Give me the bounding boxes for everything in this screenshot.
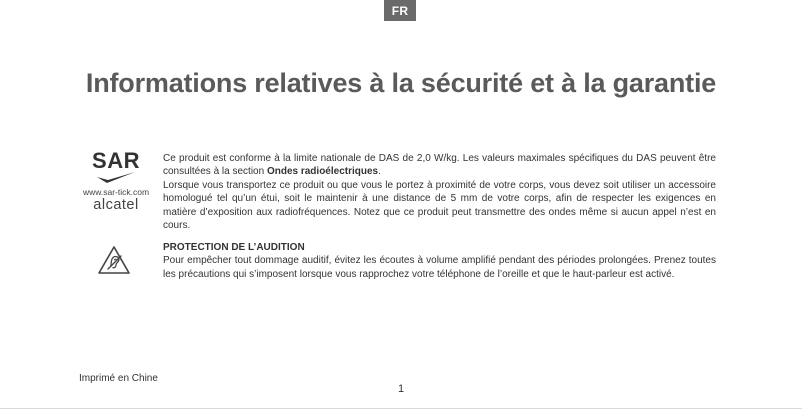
page-title: Informations relatives à la sécurité et à la garantie [85,68,717,98]
printed-in-note: Imprimé en Chine [79,373,158,384]
sar-paragraph-1-text: Ce produit est conforme à la limite nationale de DAS de 2,0 W/kg. Les valeurs maximales spécifiques du DAS peuvent être consultées à la section [163,153,716,178]
hearing-text-block [163,241,716,281]
alcatel-logo: alcatel [93,197,139,213]
bottom-divider [0,408,802,409]
page-number: 1 [397,383,405,395]
sar-text-block [163,152,716,232]
hearing-paragraph: Pour empêcher tout dommage auditif, évitez les écoutes à volume amplifié pendant des périodes prolongées. Prenez toutes les précautions qui s’imposent lorsque vous rapprochez votre téléphone de l’oreille et que le haut-parleur est activé. [163,255,716,280]
sar-url: www.sar-tick.com [82,187,150,197]
hearing-warning-icon [97,245,131,275]
sar-logo-text: SAR [92,148,140,173]
language-tab: FR [384,0,416,21]
sar-paragraph-2: Lorsque vous transportez ce produit ou que vous le portez à proximité de votre corps, vous devez soit utiliser un accessoire homologué tel qu’un étui, soit le maintenir à une distance de 5 mm de votre corps, afin de respecter les exigences en matière d’exposition aux radiofréquences. Notez que ce produit peut transmettre des ondes même si aucun appel n’est en cours. [163,179,716,232]
hearing-heading: PROTECTION DE L’AUDITION [163,242,305,253]
radio-waves-link-text: Ondes radioélectriques [266,166,379,178]
logo-column [78,150,154,213]
sar-paragraph-1 [163,152,716,179]
sar-paragraph-1-end: . [378,166,381,178]
